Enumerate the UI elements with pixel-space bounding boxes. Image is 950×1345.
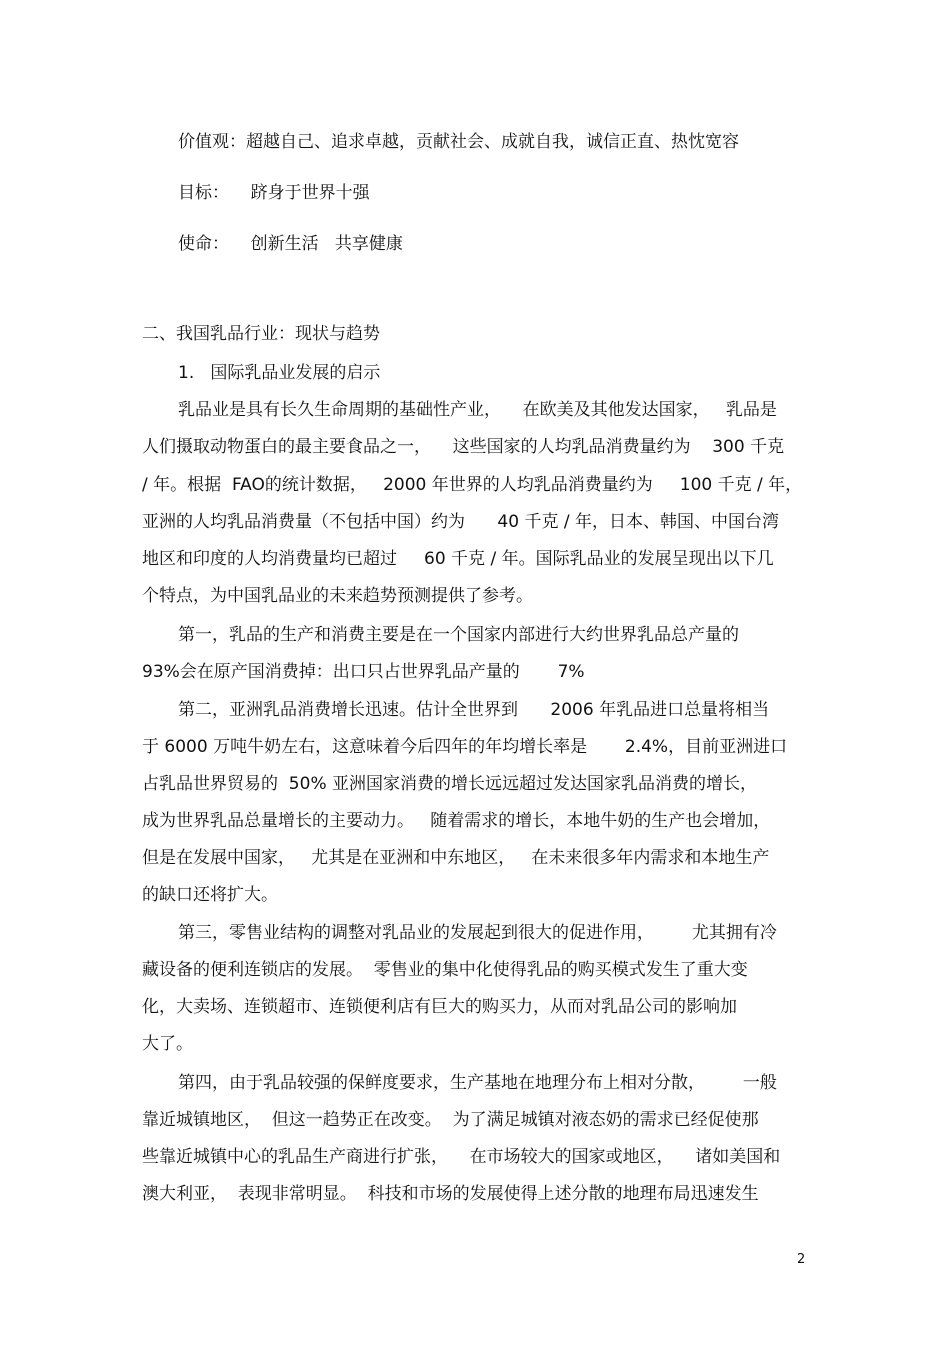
paragraph-line: 乳品业是具有长久生命周期的基础性产业， 在欧美及其他发达国家， 乳品是 <box>178 400 777 420</box>
paragraph-line: 个特点，为中国乳品业的未来趋势预测提供了参考。 <box>142 586 533 606</box>
paragraph-line: 藏设备的便利连锁店的发展。 零售业的集中化使得乳品的购买模式发生了重大变 <box>142 960 748 980</box>
paragraph-line: 于 6000 万吨牛奶左右，这意味着今后四年的年均增长率是 2.4%，目前亚洲进口 <box>142 737 788 757</box>
paragraph-line: 的缺口还将扩大。 <box>142 885 278 905</box>
paragraph-line: 但是在发展中国家， 尤其是在亚洲和中东地区， 在未来很多年内需求和本地生产 <box>142 848 770 868</box>
paragraph-line: 靠近城镇地区， 但这一趋势正在改变。 为了满足城镇对液态奶的需求已经促使那 <box>142 1110 759 1130</box>
values-line: 价值观：超越自己、追求卓越，贡献社会、成就自我，诚信正直、热忱宽容 <box>178 132 739 152</box>
paragraph-line: / 年。根据 FAO的统计数据， 2000 年世界的人均乳品消费量约为 100 千克 / 年， <box>142 475 803 495</box>
goal-line: 目标： 跻身于世界十强 <box>178 183 370 203</box>
paragraph-line: 大了。 <box>142 1034 193 1054</box>
paragraph-line: 人们摄取动物蛋白的最主要食品之一， 这些国家的人均乳品消费量约为 300 千克 <box>142 437 785 457</box>
paragraph-line: 第三，零售业结构的调整对乳品业的发展起到很大的促进作用， 尤其拥有冷 <box>178 923 777 943</box>
paragraph-line: 些靠近城镇中心的乳品生产商进行扩张， 在市场较大的国家或地区， 诸如美国和 <box>142 1147 781 1167</box>
paragraph-line: 第二，亚洲乳品消费增长迅速。估计全世界到 2006 年乳品进口总量将相当 <box>178 700 770 720</box>
paragraph-line: 第一，乳品的生产和消费主要是在一个国家内部进行大约世界乳品总产量的 <box>178 625 739 645</box>
paragraph-line: 澳大利亚， 表现非常明显。 科技和市场的发展使得上述分散的地理布局迅速发生 <box>142 1184 759 1204</box>
mission-line: 使命： 创新生活 共享健康 <box>178 234 403 254</box>
section-heading: 二、我国乳品行业：现状与趋势 <box>142 324 380 344</box>
page-number: 2 <box>797 1252 806 1267</box>
paragraph-line: 93%会在原产国消费掉：出口只占世界乳品产量的 7% <box>142 662 585 682</box>
paragraph-line: 第四，由于乳品较强的保鲜度要求，生产基地在地理分布上相对分散， 一般 <box>178 1073 777 1093</box>
paragraph-line: 化，大卖场、连锁超市、连锁便利店有巨大的购买力，从而对乳品公司的影响加 <box>142 997 737 1017</box>
subsection-heading: 1. 国际乳品业发展的启示 <box>178 363 381 383</box>
paragraph-line: 亚洲的人均乳品消费量（不包括中国）约为 40 千克 / 年，日本、韩国、中国台湾 <box>142 512 779 532</box>
paragraph-line: 占乳品世界贸易的 50% 亚洲国家消费的增长远远超过发达国家乳品消费的增长， <box>142 774 757 794</box>
paragraph-line: 成为世界乳品总量增长的主要动力。 随着需求的增长，本地牛奶的生产也会增加， <box>142 811 771 831</box>
paragraph-line: 地区和印度的人均消费量均已超过 60 千克 / 年。国际乳品业的发展呈现出以下几 <box>142 549 774 569</box>
